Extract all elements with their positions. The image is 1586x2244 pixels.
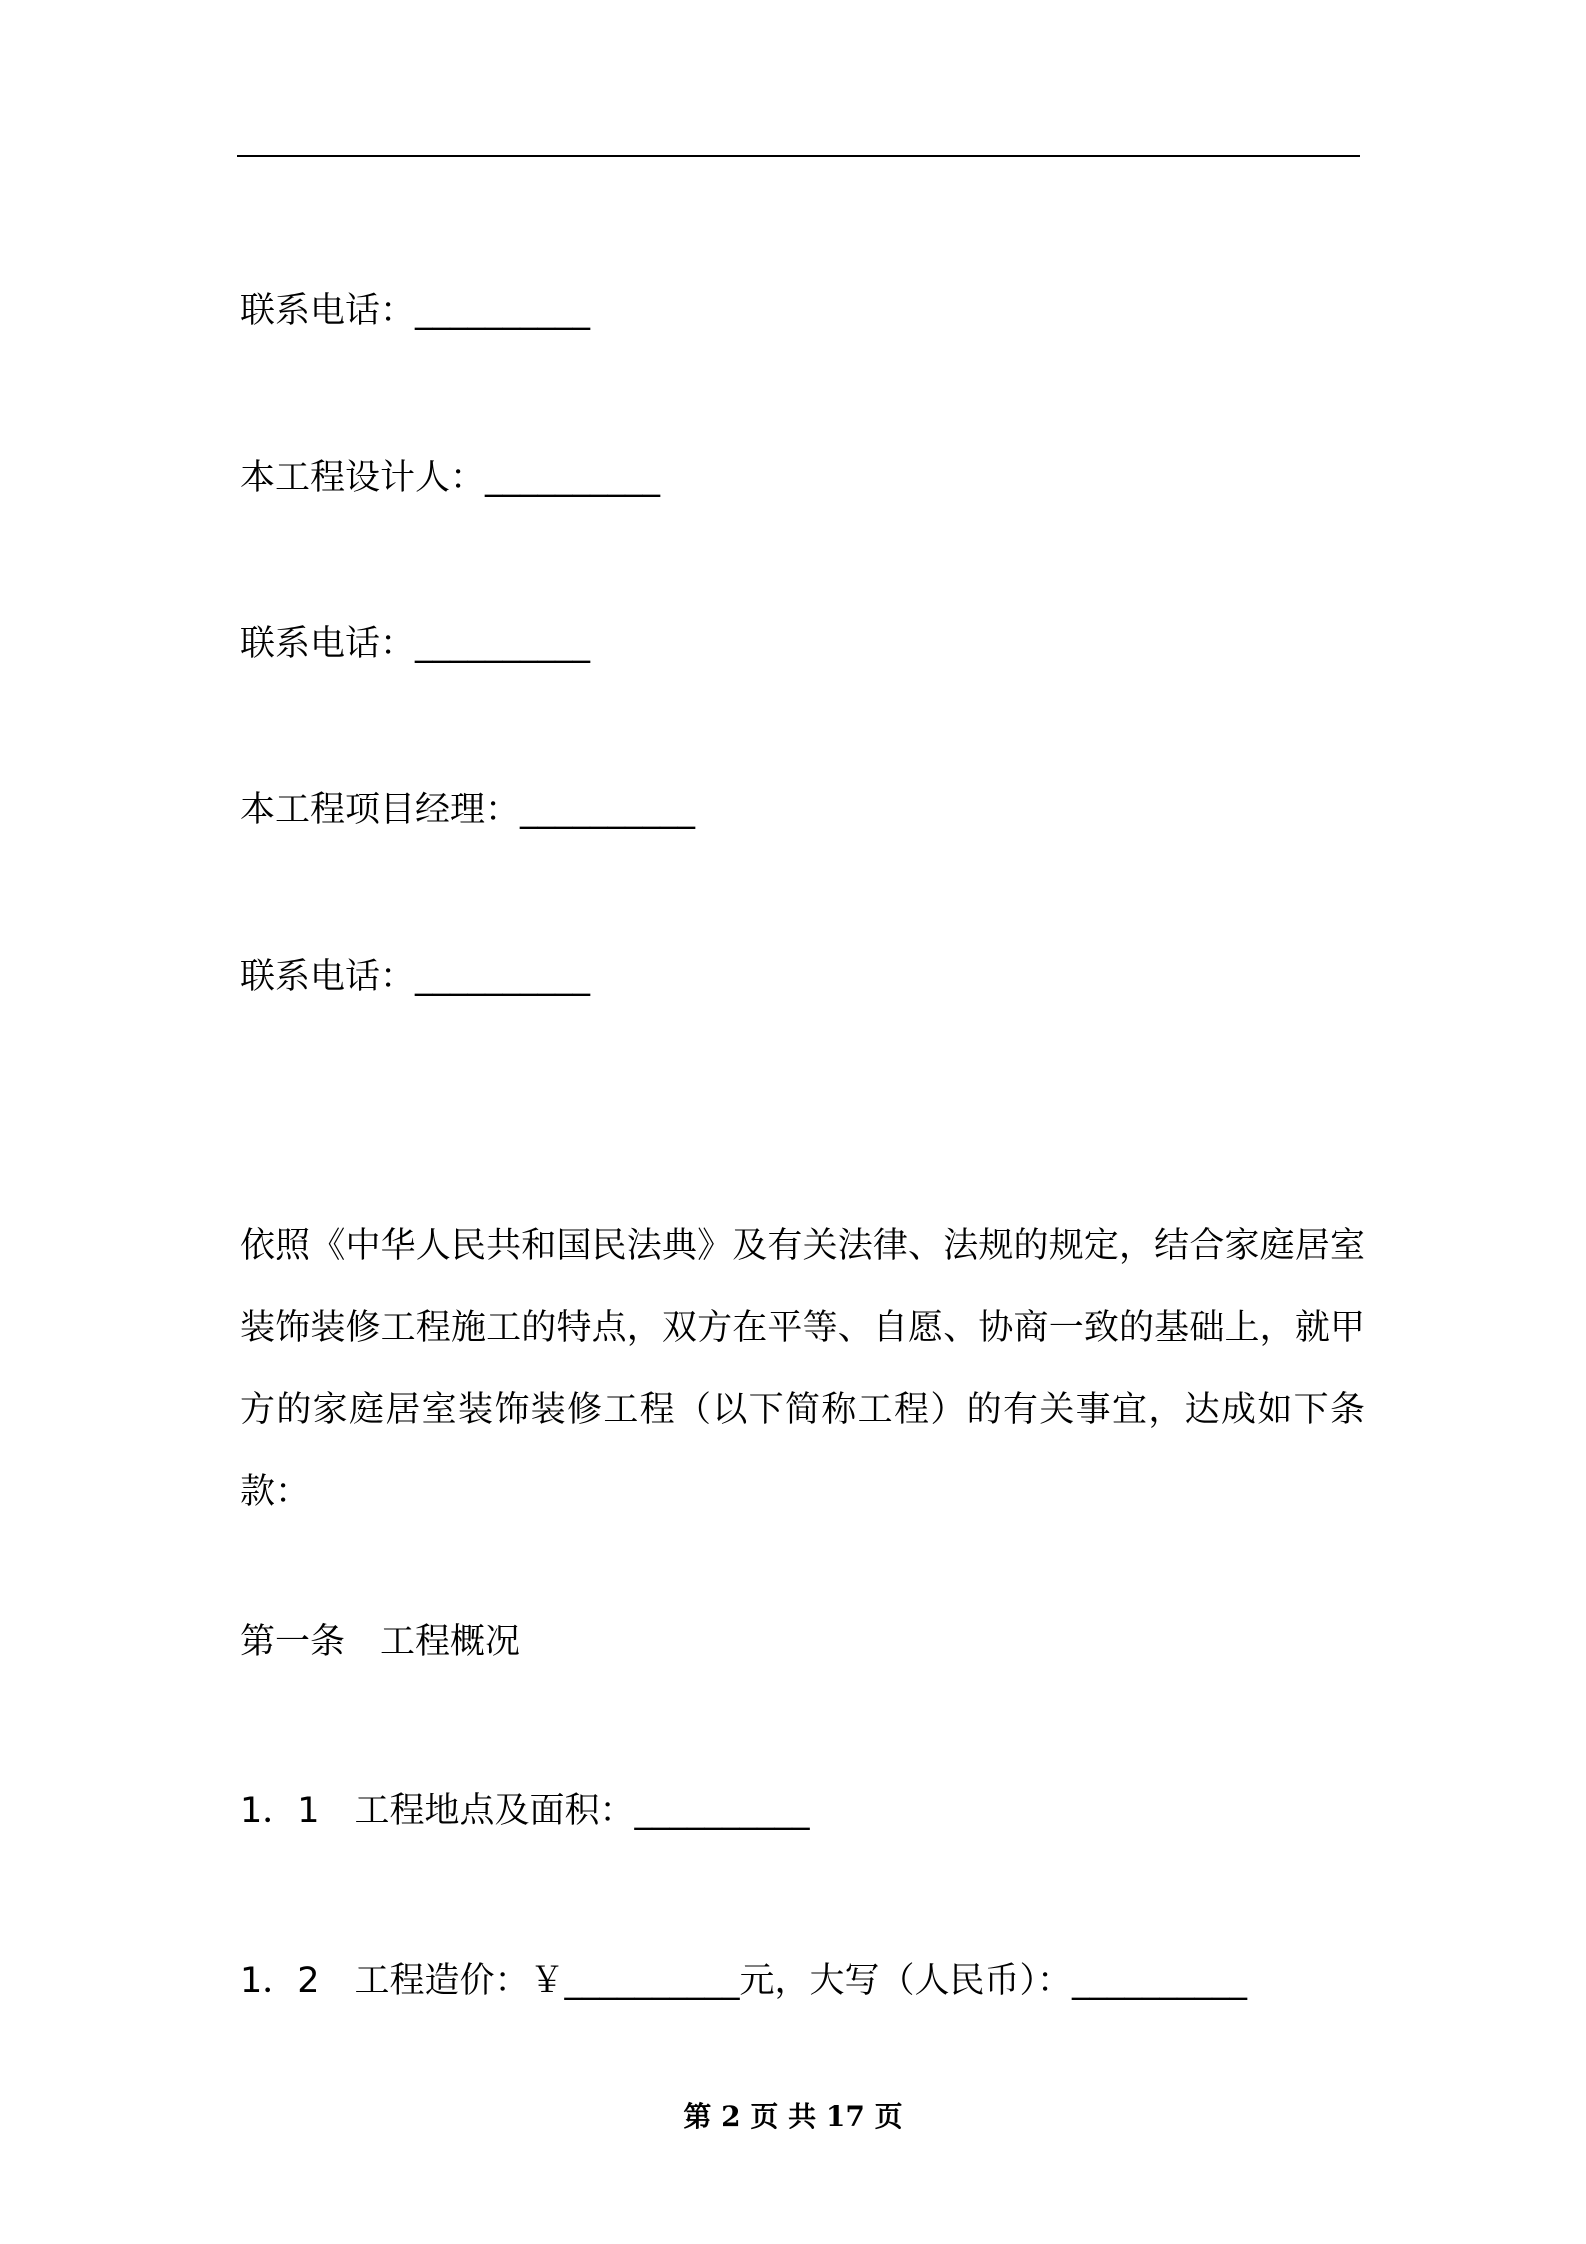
header-rule (237, 155, 1360, 157)
contact-phone-field-3: 联系电话：__________ (240, 957, 591, 997)
contact-phone-field-1: 联系电话：__________ (240, 291, 591, 331)
clause-1-1: 1．1 工程地点及面积：__________ (240, 1791, 810, 1831)
contact-phone-field-2: 联系电话：__________ (240, 624, 591, 664)
designer-field: 本工程设计人：__________ (240, 458, 661, 498)
article-heading: 第一条 工程概况 (240, 1622, 521, 1662)
project-manager-field: 本工程项目经理：__________ (240, 790, 696, 830)
page-footer: 第 2 页 共 17 页 (683, 2100, 903, 2133)
intro-paragraph: 依照《中华人民共和国民法典》及有关法律、法规的规定，结合家庭居室装饰装修工程施工的特点，双方在平等、自愿、协商一致的基础上，就甲方的家庭居室装饰装修工程（以下简称工程）的有关事宜，达成如下条款： (240, 1226, 1365, 1512)
clause-1-2: 1．2 工程造价：￥__________元，大写（人民币）：__________ (240, 1961, 1248, 2001)
